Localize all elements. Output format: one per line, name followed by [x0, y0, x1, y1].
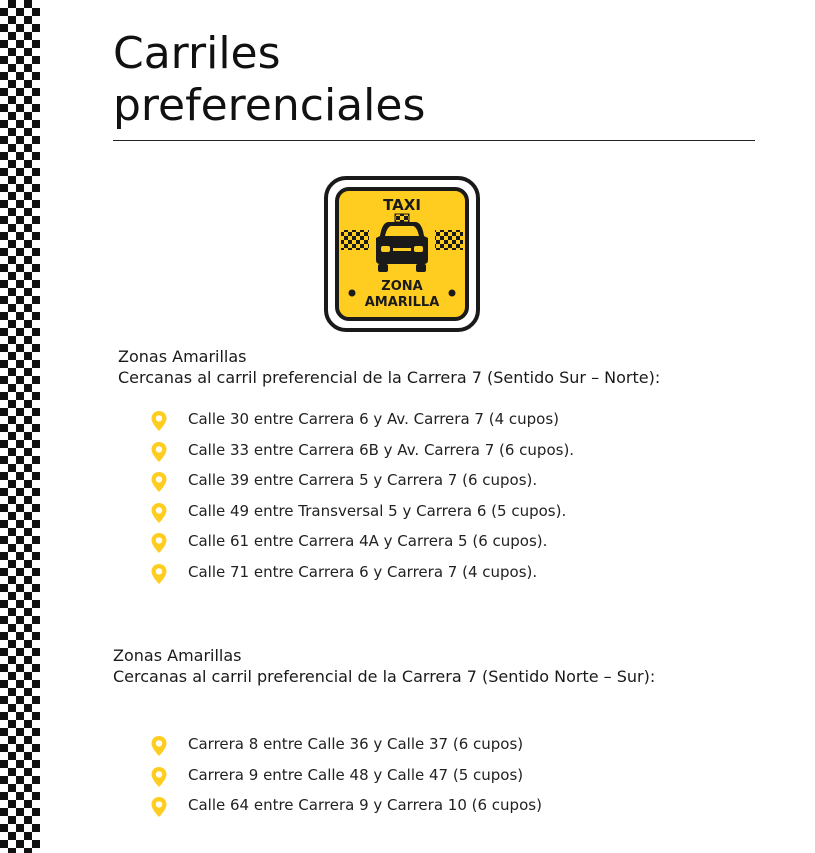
list-item: [150, 465, 574, 496]
map-pin-icon: [150, 766, 168, 788]
section-1-heading-line2: Cercanas al carril preferencial de la Carrera 7 (Sentido Sur – Norte):: [118, 368, 661, 387]
list-item: [150, 557, 574, 588]
section-2-list: [150, 729, 542, 821]
logo-top-text: TAXI: [383, 196, 421, 214]
map-pin-icon: [150, 502, 168, 524]
map-pin-icon: [150, 410, 168, 432]
section-1-heading-line1: Zonas Amarillas: [118, 347, 247, 366]
map-pin-icon: [150, 471, 168, 493]
list-item: [150, 404, 574, 435]
checker-border: [0, 0, 40, 853]
list-item-text: Calle 71 entre Carrera 6 y Carrera 7 (4 cupos).: [188, 562, 538, 581]
list-item: [150, 526, 574, 557]
taxi-zona-amarilla-logo: [324, 176, 480, 332]
list-item-text: Carrera 9 entre Calle 48 y Calle 47 (5 cupos): [188, 765, 524, 784]
list-item: [150, 496, 574, 527]
list-item: [150, 729, 542, 760]
section-2-heading-line1: Zonas Amarillas: [113, 646, 242, 665]
section-1-heading: [118, 346, 660, 388]
map-pin-icon: [150, 796, 168, 818]
list-item: [150, 790, 542, 821]
list-item-text: Calle 33 entre Carrera 6B y Av. Carrera 7 (6 cupos).: [188, 440, 575, 459]
logo-bottom-text-line2: AMARILLA: [364, 295, 440, 310]
section-1-list: [150, 404, 574, 588]
map-pin-icon: [150, 532, 168, 554]
section-2-heading: [113, 645, 655, 687]
list-item-text: Calle 49 entre Transversal 5 y Carrera 6 (5 cupos).: [188, 501, 567, 520]
list-item-text: Calle 39 entre Carrera 5 y Carrera 7 (6 cupos).: [188, 471, 538, 490]
logo-bolt-left: [349, 290, 356, 297]
list-item-text: Calle 30 entre Carrera 6 y Av. Carrera 7 (4 cupos): [188, 410, 560, 428]
map-pin-icon: [150, 563, 168, 585]
page-title-line2: preferenciales: [113, 80, 426, 131]
title-divider: [113, 140, 755, 141]
logo-bolt-right: [449, 290, 456, 297]
map-pin-icon: [150, 735, 168, 757]
list-item: [150, 760, 542, 791]
page-title-line1: Carriles: [113, 28, 281, 79]
list-item-text: Carrera 8 entre Calle 36 y Calle 37 (6 cupos): [188, 735, 524, 753]
page-title: [113, 28, 425, 132]
section-2-heading-line2: Cercanas al carril preferencial de la Carrera 7 (Sentido Norte – Sur):: [113, 667, 656, 686]
list-item-text: Calle 64 entre Carrera 9 y Carrera 10 (6 cupos): [188, 796, 542, 815]
map-pin-icon: [150, 441, 168, 463]
logo-bottom-text-line1: ZONA: [381, 279, 423, 294]
list-item: [150, 435, 574, 466]
list-item-text: Calle 61 entre Carrera 4A y Carrera 5 (6 cupos).: [188, 532, 548, 551]
